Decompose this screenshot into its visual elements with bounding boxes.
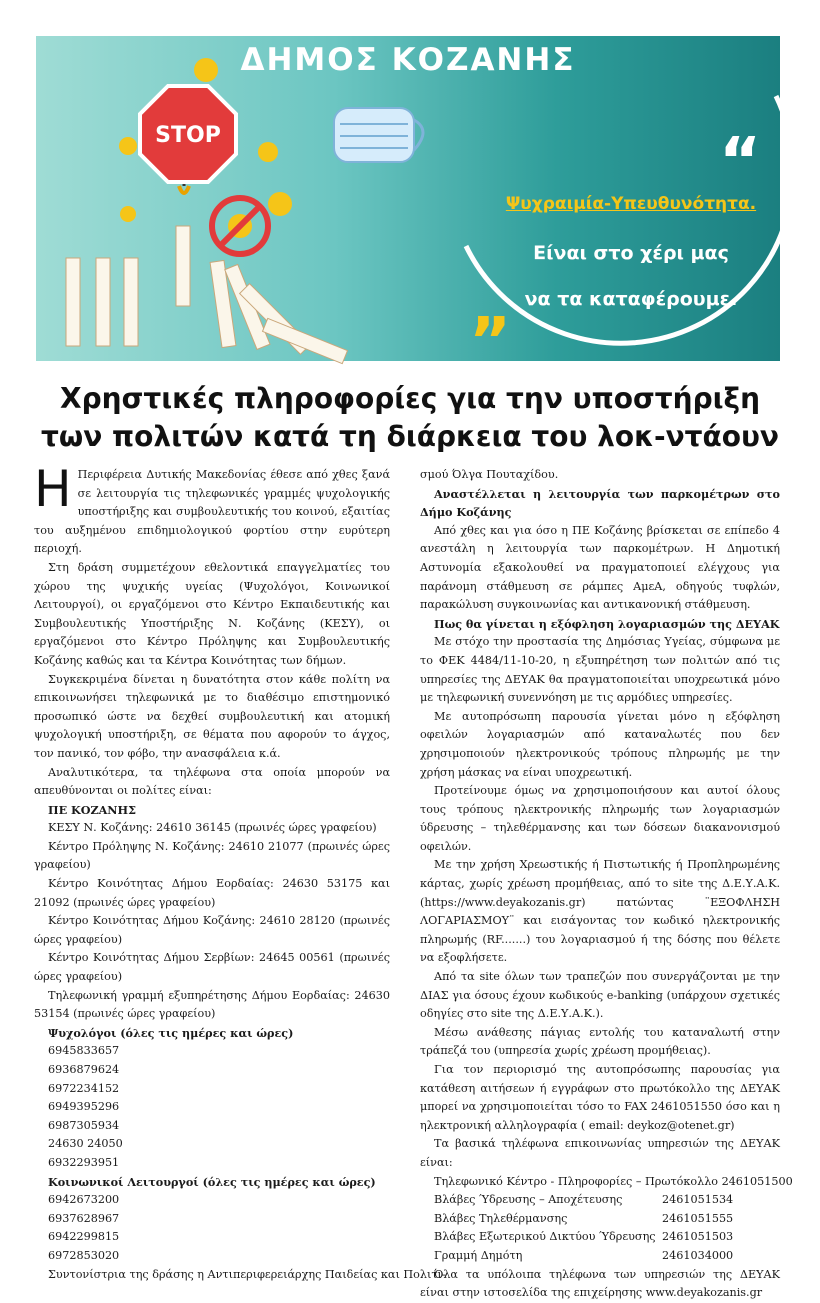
phone-label: Γραμμή Δημότη	[434, 1248, 523, 1262]
quote-close-icon: ”	[469, 305, 512, 379]
paragraph: Από χθες και για όσο η ΠΕ Κοζάνης βρίσκεται σε επίπεδο 4 ανεστάλη η λειτουργία των παρκομέτρων. Η Δημοτική Αστυνομία εξακολουθεί να πραγματοποιεί ελέγχους για παράνομη στάθμευση σε ράμπες ΑμεΑ, οδηγούς τυφλών, παρακώλυση συγκοινωνίας και αντικανονική στάθμευση.	[420, 523, 780, 612]
phone-table-row	[420, 1228, 780, 1247]
svg-text:STOP: STOP	[155, 123, 221, 148]
phone-table-row	[420, 1247, 780, 1266]
paragraph: Προτείνουμε όμως να χρησιμοποιήσουν και αυτοί όλους τους τρόπους ηλεκτρονικής πληρωμής των λογαριασμών ύδρευσης – τηλεθέρμανσης και των δόσεων διακανονισμού οφειλών.	[420, 784, 780, 853]
phone-label: Βλάβες Ύδρευσης – Αποχέτευσης	[434, 1193, 623, 1207]
phone-number: 6942673200	[48, 1193, 120, 1207]
paragraph: Αναλυτικότερα, τα τηλέφωνα στα οποία μπορούν να απευθύνονται οι πολίτες είναι:	[34, 765, 390, 798]
phone-label: Βλάβες Τηλεθέρμανσης	[434, 1211, 568, 1225]
paragraph: Με στόχο την προστασία της Δημόσιας Υγείας, σύμφωνα με το ΦΕΚ 4484/11-10-20, η εξυπηρέτηση των πολιτών από τις υπηρεσίες της ΔΕΥΑΚ θα πραγματοποιείται υποχρεωτικά μόνο με τηλεφωνική συνεννόηση με τις αρμόδιες υπηρεσίες.	[420, 635, 780, 705]
contact-line: ΚΕΣΥ Ν. Κοζάνης: 24610 36145 (πρωινές ώρες γραφείου)	[48, 821, 377, 835]
left-column	[34, 460, 446, 1284]
quote-open-icon: “	[719, 125, 762, 199]
domino-icon	[66, 226, 347, 364]
phone-value: 2461051503	[662, 1230, 734, 1244]
section-heading-psychologists: Ψυχολόγοι (όλες τις ημέρες και ώρες)	[48, 1025, 294, 1040]
paragraph: Με αυτοπρόσωπη παρουσία γίνεται μόνο η εξόφληση οφειλών λογαριασμών από καταναλωτές που δεν χρησιμοποιούν ηλεκτρονικούς τρόπους πληρωμής με την χρήση μάσκας να είναι υποχρεωτική.	[420, 709, 780, 779]
contact-line: Τηλεφωνική γραμμή εξυπηρέτησης Δήμου Εορδαίας: 24630 53154 (πρωινές ώρες γραφείου)	[34, 988, 390, 1021]
contact-line: Κέντρο Πρόληψης Ν. Κοζάνης: 24610 21077 (πρωινές ώρες γραφείου)	[34, 839, 390, 872]
tel-center-line: Τηλεφωνικό Κέντρο - Πληροφορίες – Πρωτόκολλο 2461051500	[434, 1174, 793, 1188]
paragraph: Τα βασικά τηλέφωνα επικοινωνίας υπηρεσιών της ΔΕΥΑΚ είναι:	[420, 1137, 780, 1169]
phone-number: 6945833657	[48, 1044, 120, 1058]
stop-sign-icon	[138, 84, 238, 184]
phone-table-row	[420, 1191, 780, 1210]
phone-number: 6932293951	[48, 1155, 120, 1169]
phone-number: 6937628967	[48, 1211, 120, 1225]
section-heading-pe-kozanis: ΠΕ ΚΟΖΑΝΗΣ	[48, 802, 137, 817]
no-virus-icon	[212, 198, 268, 254]
quote-line-3: να τα καταφέρουμε.	[524, 288, 738, 310]
phone-value: 2461034000	[662, 1248, 734, 1262]
paragraph-continued: σμού Όλγα Πουταχίδου.	[420, 468, 559, 481]
paragraph-coordinator: Συντονίστρια της δράσης η Αντιπεριφερειάρχης Παιδείας και Πολιτι-	[48, 1267, 446, 1281]
banner-title: ΔΗΜΟΣ ΚΟΖΑΝΗΣ	[240, 42, 576, 78]
phone-number: 6987305934	[48, 1118, 120, 1132]
phone-value: 2461051534	[662, 1193, 734, 1207]
paragraph: Συγκεκριμένα δίνεται η δυνατότητα στον κάθε πολίτη να επικοινωνήσει τηλεφωνικά με το διαθέσιμο επιστημονικό προσωπικό ώστε να δεχθεί συμβουλευτική και ατομική ψυχολογική υποστήριξη, σε θέματα που αφορούν το άγχος, τον πανικό, τον φόβο, την ανασφάλεια κ.ά.	[34, 672, 390, 760]
paragraph-closing: Όλα τα υπόλοιπα τηλέφωνα των υπηρεσιών της ΔΕΥΑΚ είναι στην ιστοσελίδα της επιχείρησης www.deyakozanis.gr	[420, 1267, 780, 1300]
section-heading-social-workers: Κοινωνικοί Λειτουργοί (όλες τις ημέρες και ώρες)	[48, 1174, 376, 1189]
phone-number: 6972234152	[48, 1081, 120, 1095]
paragraph: Στη δράση συμμετέχουν εθελοντικά επαγγελματίες του χώρου της ψυχικής υγείας (Ψυχολόγοι, Κοινωνικοί Λειτουργοί), οι εργαζόμενοι στο Κέντρο Εκπαιδευτικής και Συμβουλευτικής Υποστήριξης Ν. Κοζάνης (ΚΕΣΥ), οι εργαζόμενοι στο Κέντρο Πρόληψης και Συμβουλευτικής Κοζάνης καθώς και τα Κέντρα Κοινότητας των δήμων.	[34, 560, 390, 667]
article-headline	[0, 380, 820, 456]
quote-line-2: Είναι στο χέρι μας	[533, 242, 729, 264]
phone-number: 6936879624	[48, 1063, 120, 1076]
section-heading-parking: Αναστέλλεται η λειτουργία των παρκομέτρων στο Δήμο Κοζάνης	[420, 486, 780, 520]
contact-line: Κέντρο Κοινότητας Δήμου Εορδαίας: 24630 53175 και 21092 (πρωινές ώρες γραφείου)	[34, 877, 390, 909]
paragraph: Μέσω ανάθεσης πάγιας εντολής του καταναλωτή στην τράπεζά του (υπηρεσία χωρίς χρέωση προμήθειας).	[420, 1025, 780, 1058]
phone-number: 6972853020	[48, 1248, 120, 1262]
quote-line-1: Ψυχραιμία-Υπευθυνότητα.	[505, 194, 757, 214]
drop-cap: Η	[34, 460, 72, 518]
face-mask-icon	[334, 108, 423, 162]
contact-line: Κέντρο Κοινότητας Δήμου Κοζάνης: 24610 28120 (πρωινές ώρες γραφείου)	[34, 914, 390, 946]
paragraph: Από τα site όλων των τραπεζών που συνεργάζονται με την ΔΙΑΣ για όσους έχουν κωδικούς e-banking (υπάρχουν σχετικές οδηγίες στο site της Δ.Ε.Υ.Α.Κ.).	[420, 970, 780, 1021]
phone-value: 2461051555	[662, 1211, 734, 1225]
phone-number: 24630 24050	[48, 1137, 123, 1151]
section-heading-deyak-payments: Πως θα γίνεται η εξόφληση λογαριασμών της ΔΕΥΑΚ	[434, 616, 780, 631]
phone-table-row	[420, 1210, 780, 1229]
phone-label: Βλάβες Εξωτερικού Δικτύου Ύδρευσης	[434, 1230, 656, 1244]
headline-line-1: Χρηστικές πληροφορίες για την υποστήριξη	[60, 382, 760, 415]
phone-number: 6949395296	[48, 1100, 120, 1114]
headline-line-2: των πολιτών κατά τη διάρκεια του λοκ-ντάουν	[40, 420, 780, 453]
banner-image	[36, 36, 780, 379]
phone-number: 6942299815	[48, 1230, 120, 1244]
quote-box	[451, 92, 781, 379]
paragraph: Για τον περιορισμό της αυτοπρόσωπης παρουσίας για κατάθεση αιτήσεων ή εγγράφων στο πρωτόκολλο της ΔΕΥΑΚ μπορεί να χρησιμοποιείται τόσο το FAX 2461051550 όσο και η ηλεκτρονική αλληλογραφία ( email: deykoz@otenet.gr)	[420, 1063, 780, 1132]
right-column	[420, 466, 793, 1303]
paragraph-intro	[34, 460, 390, 559]
intro-text: Περιφέρεια Δυτικής Μακεδονίας έθεσε από χθες ξανά σε λειτουργία τις τηλεφωνικές γραμμές ψυχολογικής υποστήριξης και συμβουλευτικής του κοινού, εξαιτίας του αυξημένου επιδημιολογικού φορτίου στην ευρύτερη περιοχή.	[34, 468, 390, 556]
contact-line: Κέντρο Κοινότητας Δήμου Σερβίων: 24645 00561 (πρωινές ώρες γραφείου)	[34, 951, 390, 984]
paragraph: Με την χρήση Χρεωστικής ή Πιστωτικής ή Προπληρωμένης κάρτας, χωρίς χρέωση προμήθειας, από το site της Δ.Ε.Υ.Α.Κ. (https://www.deyakozanis.gr) πατώντας ¨ΕΞΟΦΛΗΣΗ ΛΟΓΑΡΙΑΣΜΟΥ¨ και εισάγοντας τον κωδικό ηλεκτρονικής πληρωμής (RF.......) του λογαριασμού ή της δόσης που θέλετε να εξοφλήσετε.	[420, 858, 780, 965]
